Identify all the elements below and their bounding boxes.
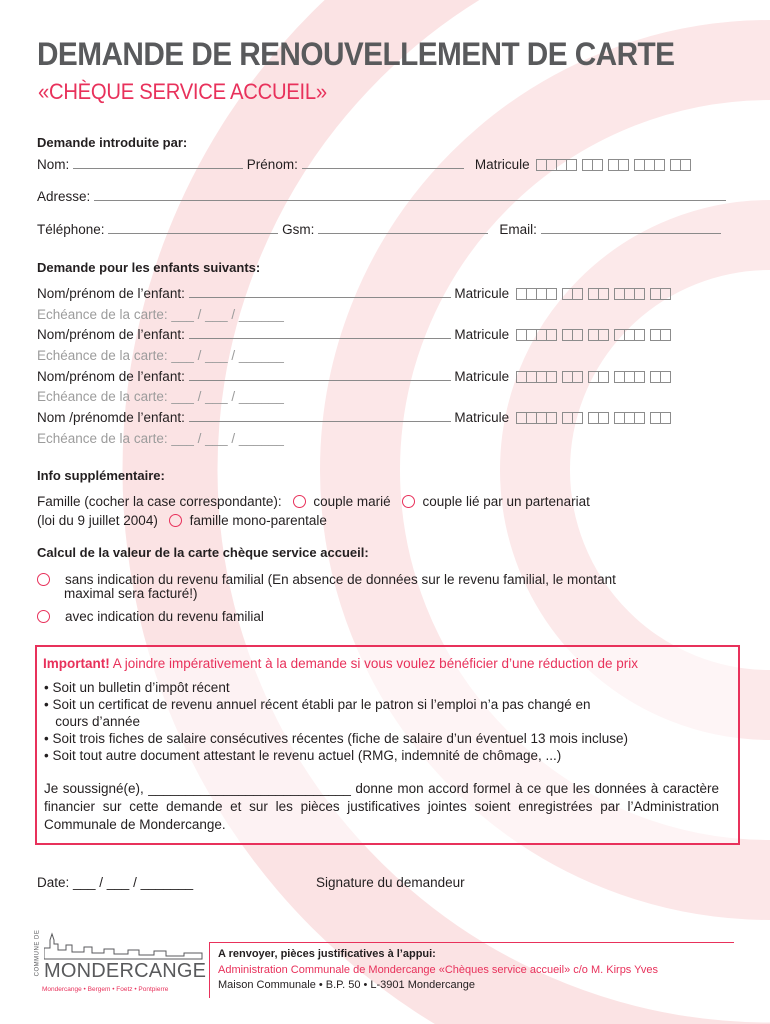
child-matricule-boxes[interactable] (516, 329, 670, 344)
child-matricule-boxes[interactable] (516, 371, 670, 386)
child-row-1 (37, 286, 670, 303)
child-row-4 (37, 410, 670, 427)
child-echeance-2[interactable]: Echéance de la carte: ___ / ___ / ______ (37, 348, 284, 363)
child-row-3 (37, 369, 670, 386)
email-label: Email: (499, 222, 537, 237)
radio-sans-revenu[interactable] (37, 573, 50, 586)
nom-label: Nom: (37, 157, 70, 172)
important-label: Important! (43, 656, 110, 671)
footer-address-line2: Maison Communale • B.P. 50 • L-3901 Mondercange (218, 979, 475, 991)
bullet-item: • Soit un certificat de revenu annuel récent établi par le patron si l’emploi n’a pas changé en (44, 697, 591, 712)
child-name-label: Nom/prénom de l’enfant: (37, 286, 185, 301)
signature-label: Signature du demandeur (316, 875, 465, 890)
contact-row (37, 222, 721, 237)
date-field[interactable]: Date: ___ / ___ / _______ (37, 875, 194, 890)
child-name-field[interactable] (189, 286, 451, 298)
option-sans-row (37, 572, 616, 587)
child-echeance-4[interactable]: Echéance de la carte: ___ / ___ / ______ (37, 431, 284, 446)
gsm-field[interactable] (318, 222, 488, 234)
page-title: DEMANDE DE RENOUVELLEMENT DE CARTE (37, 36, 675, 72)
child-matricule-boxes[interactable] (516, 288, 670, 303)
sans-revenu-label-line2: maximal sera facturé!) (64, 586, 198, 601)
famille-row (37, 494, 590, 509)
email-field[interactable] (541, 222, 721, 234)
prenom-label: Prénom: (246, 157, 298, 172)
bullet-item: • Soit un bulletin d’impôt récent (44, 680, 230, 695)
info-heading: Info supplémentaire: (37, 468, 165, 483)
mono-row (37, 513, 327, 528)
logo-skyline-icon (44, 930, 204, 960)
page-subtitle: «CHÈQUE SERVICE ACCUEIL» (38, 79, 327, 104)
radio-mono-parentale[interactable] (169, 514, 182, 527)
adresse-field[interactable] (94, 189, 726, 201)
child-matricule-label: Matricule (454, 327, 510, 342)
bullet-item: • Soit tout autre document attestant le revenu actuel (RMG, indemnité de chômage, ...) (44, 748, 562, 763)
child-row-2 (37, 327, 670, 344)
important-text: A joindre impérativement à la demande si vous voulez bénéficier d’une réduction de prix (109, 656, 639, 671)
child-name-field[interactable] (189, 410, 451, 422)
applicant-matricule-label: Matricule (474, 157, 530, 172)
applicant-name-row (37, 157, 690, 174)
option-avec-row (37, 609, 264, 624)
mono-label: famille mono-parentale (189, 513, 327, 528)
telephone-field[interactable] (108, 222, 278, 234)
prenom-field[interactable] (302, 157, 464, 169)
child-name-field[interactable] (189, 369, 451, 381)
children-heading: Demande pour les enfants suivants: (37, 260, 261, 275)
child-name-label: Nom/prénom de l’enfant: (37, 369, 185, 384)
commune-logo (32, 929, 207, 996)
child-name-field[interactable] (189, 327, 451, 339)
gsm-label: Gsm: (282, 222, 315, 237)
child-matricule-label: Matricule (454, 410, 510, 425)
child-echeance-1[interactable]: Echéance de la carte: ___ / ___ / ______ (37, 307, 284, 322)
bullet-item: cours d’année (44, 714, 141, 729)
applicant-matricule-boxes[interactable] (536, 159, 690, 174)
important-heading (43, 656, 638, 671)
loi-label: (loi du 9 juillet 2004) (37, 513, 158, 528)
child-echeance-3[interactable]: Echéance de la carte: ___ / ___ / ______ (37, 389, 284, 404)
logo-commune-text: COMMUNE DE (34, 929, 41, 977)
applicant-heading: Demande introduite par: (37, 135, 188, 150)
nom-field[interactable] (73, 157, 243, 169)
bullet-item: • Soit trois fiches de salaire consécutives récentes (fiche de salaire d’un éventuel 13 mois incluse) (44, 731, 629, 746)
adresse-row (37, 189, 726, 204)
consent-paragraph: Je soussigné(e), ___________________________ donne mon accord formel à ce que les données à caractère financier sur cette demande et sur les pièces justificatives jointes soient enregistrées par l’Administration Communale de Mondercange. (44, 781, 719, 832)
radio-avec-revenu[interactable] (37, 610, 50, 623)
famille-label: Famille (cocher la case correspondante): (37, 494, 282, 509)
child-matricule-label: Matricule (454, 369, 510, 384)
avec-revenu-label: avec indication du revenu familial (65, 609, 264, 624)
radio-couple-marie[interactable] (293, 495, 306, 508)
child-matricule-label: Matricule (454, 286, 510, 301)
adresse-label: Adresse: (37, 189, 91, 204)
sans-revenu-label: sans indication du revenu familial (En absence de données sur le revenu familial, le montant (65, 572, 616, 587)
logo-localities: Mondercange • Bergem • Foetz • Pontpierre (42, 986, 169, 993)
child-name-label: Nom /prénomde l’enfant: (37, 410, 185, 425)
telephone-label: Téléphone: (37, 222, 105, 237)
radio-couple-lie[interactable] (402, 495, 415, 508)
couple-lie-label: couple lié par un partenariat (422, 494, 590, 509)
footer-heading: A renvoyer, pièces justificatives à l’appui: (218, 948, 436, 960)
footer-address-line1: Administration Communale de Mondercange «Chèques service accueil» c/o M. Kirps Yves (218, 964, 659, 976)
calcul-heading: Calcul de la valeur de la carte chèque service accueil: (37, 545, 369, 560)
child-name-label: Nom/prénom de l’enfant: (37, 327, 185, 342)
child-matricule-boxes[interactable] (516, 412, 670, 427)
logo-name: MONDERCANGE (44, 960, 207, 982)
couple-marie-label: couple marié (313, 494, 391, 509)
